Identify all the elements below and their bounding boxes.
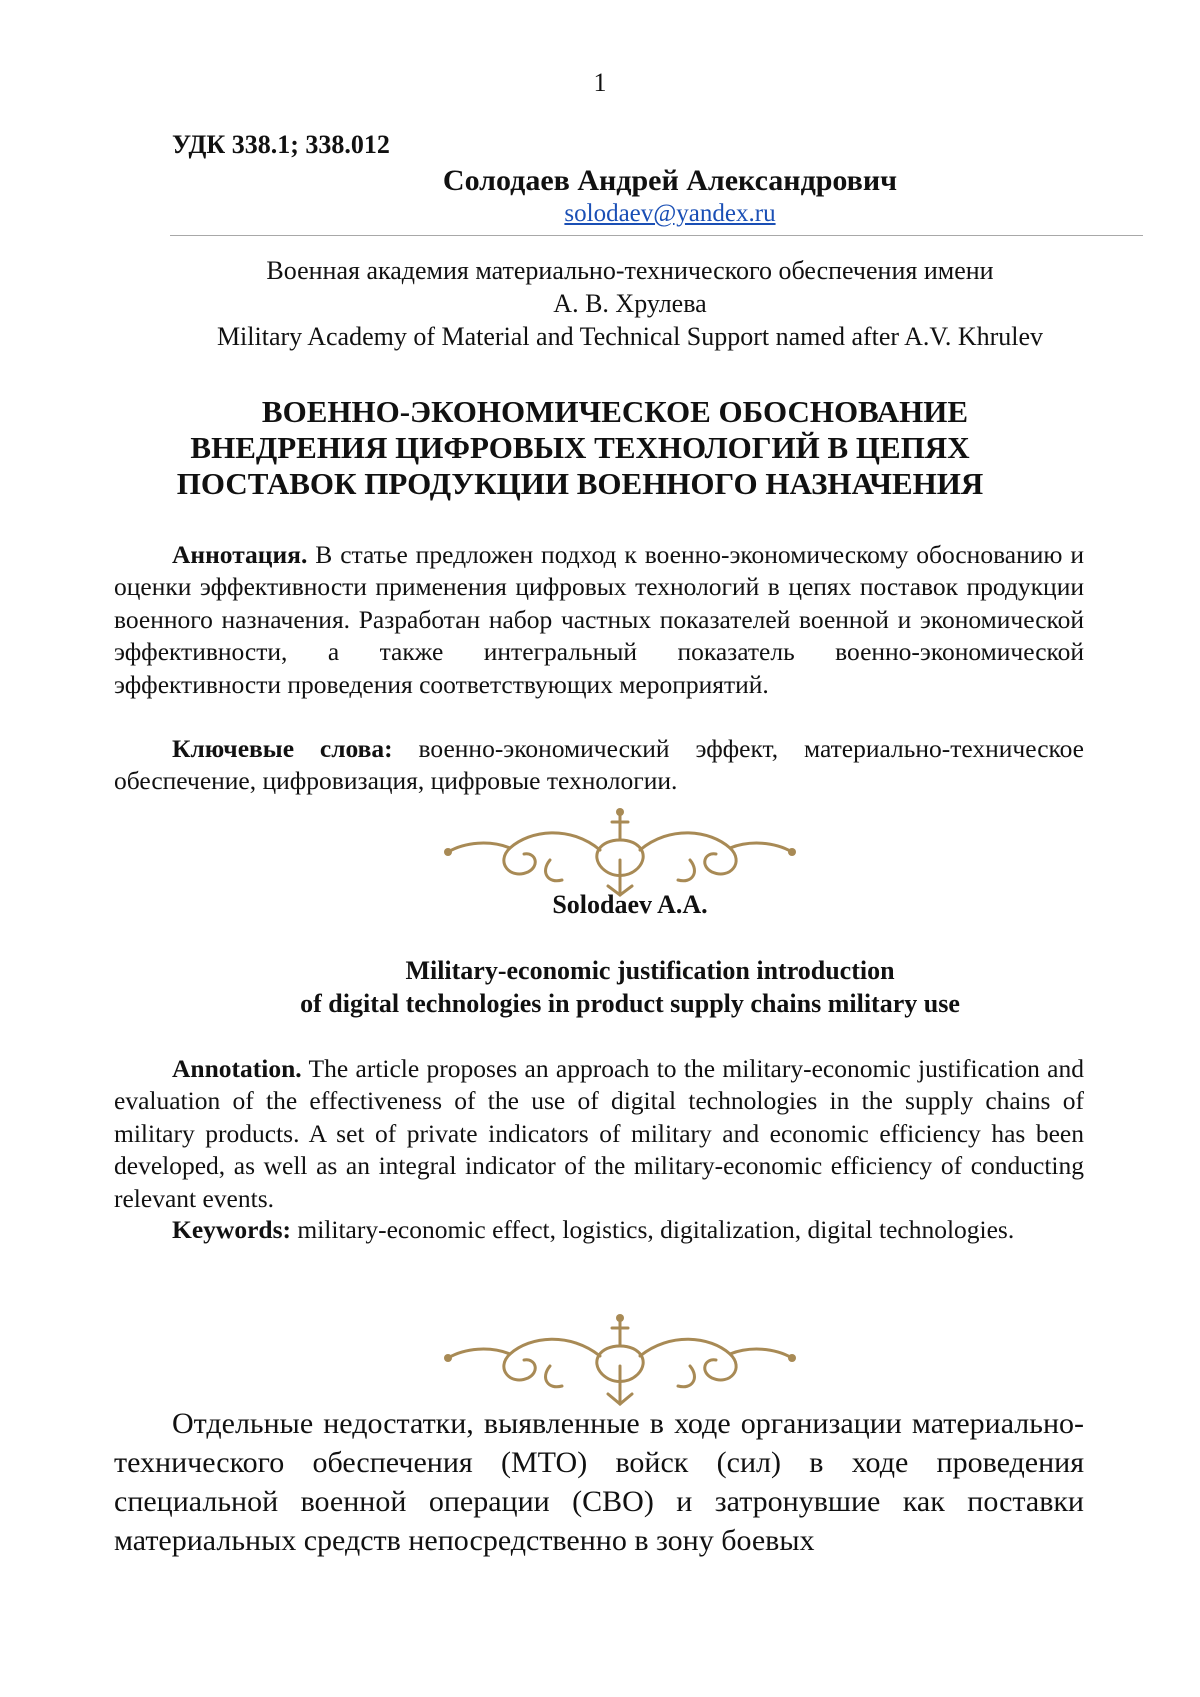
udk-code: УДК 338.1; 338.012 (172, 130, 390, 159)
title-ru-line-3: ПОСТАВОК ПРОДУКЦИИ ВОЕННОГО НАЗНАЧЕНИЯ (176, 466, 984, 501)
article-title-ru (0, 394, 1200, 502)
abstract-en (114, 1053, 1084, 1215)
affiliation-line-2: А. В. Хрулева (553, 289, 707, 318)
body-paragraph (114, 1404, 1084, 1560)
ornament-divider-icon (440, 1312, 800, 1412)
abstract-ru-text: В статье предложен подход к военно-экономическому обоснованию и оценки эффективности применения цифровых технологий в цепях поставок продукции военного назначения. Разработан набор частных показателей военной и экономической эффективности, а также интегральный показатель военно-экономической эффективности проведения соответствующих мероприятий. (114, 540, 1085, 699)
abstract-ru-label: Аннотация. (172, 540, 308, 569)
title-en-line-2: of digital technologies in product supply chains military use (300, 989, 960, 1018)
body-paragraph-text: Отдельные недостатки, выявленные в ходе организации материально-технического обеспечения (МТО) войск (сил) в ходе проведения специальной военной операции (СВО) и затронувшие как поставки материальных средств непосредственно в зону боевых (114, 1407, 1084, 1557)
page-number: 1 (593, 68, 607, 97)
ornament-divider-icon (440, 800, 800, 900)
keywords-en (114, 1214, 1084, 1246)
abstract-ru (114, 539, 1084, 701)
affiliation-line-1: Военная академия материально-технического обеспечения имени (266, 256, 994, 285)
title-ru-line-1: ВОЕННО-ЭКОНОМИЧЕСКОЕ ОБОСНОВАНИЕ (261, 394, 969, 429)
affiliation-line-en: Military Academy of Material and Technical Support named after A.V. Khrulev (216, 322, 1044, 351)
header-divider (170, 235, 1143, 236)
keywords-en-text: military-economic effect, logistics, digitalization, digital technologies. (297, 1215, 1015, 1244)
abstract-en-text: The article proposes an approach to the military-economic justification and evaluation of the effectiveness of the use of digital technologies in the supply chains of military products. A set of private indicators of military and economic efficiency has been developed, as well as an integral indicator of the military-economic efficiency of conducting relevant events. (114, 1054, 1084, 1213)
title-en-line-1: Military-economic justification introduction (405, 956, 895, 985)
article-title-en (0, 954, 1200, 1020)
email-link[interactable]: solodaev@yandex.ru (564, 200, 776, 227)
author-email (0, 200, 1200, 228)
author-name-en: Solodaev A.A. (552, 890, 708, 919)
author-name-ru: Солодаев Андрей Александрович (442, 164, 898, 197)
keywords-ru (114, 733, 1084, 798)
keywords-en-label: Keywords: (172, 1215, 291, 1244)
keywords-ru-label: Ключевые слова: (172, 734, 393, 763)
abstract-en-label: Annotation. (172, 1054, 302, 1083)
keywords-ru-text: военно-экономический эффект, материально-техническое обеспечение, цифровизация, цифровые технологии. (114, 734, 1084, 796)
title-ru-line-2: ВНЕДРЕНИЯ ЦИФРОВЫХ ТЕХНОЛОГИЙ В ЦЕПЯХ (190, 430, 970, 465)
